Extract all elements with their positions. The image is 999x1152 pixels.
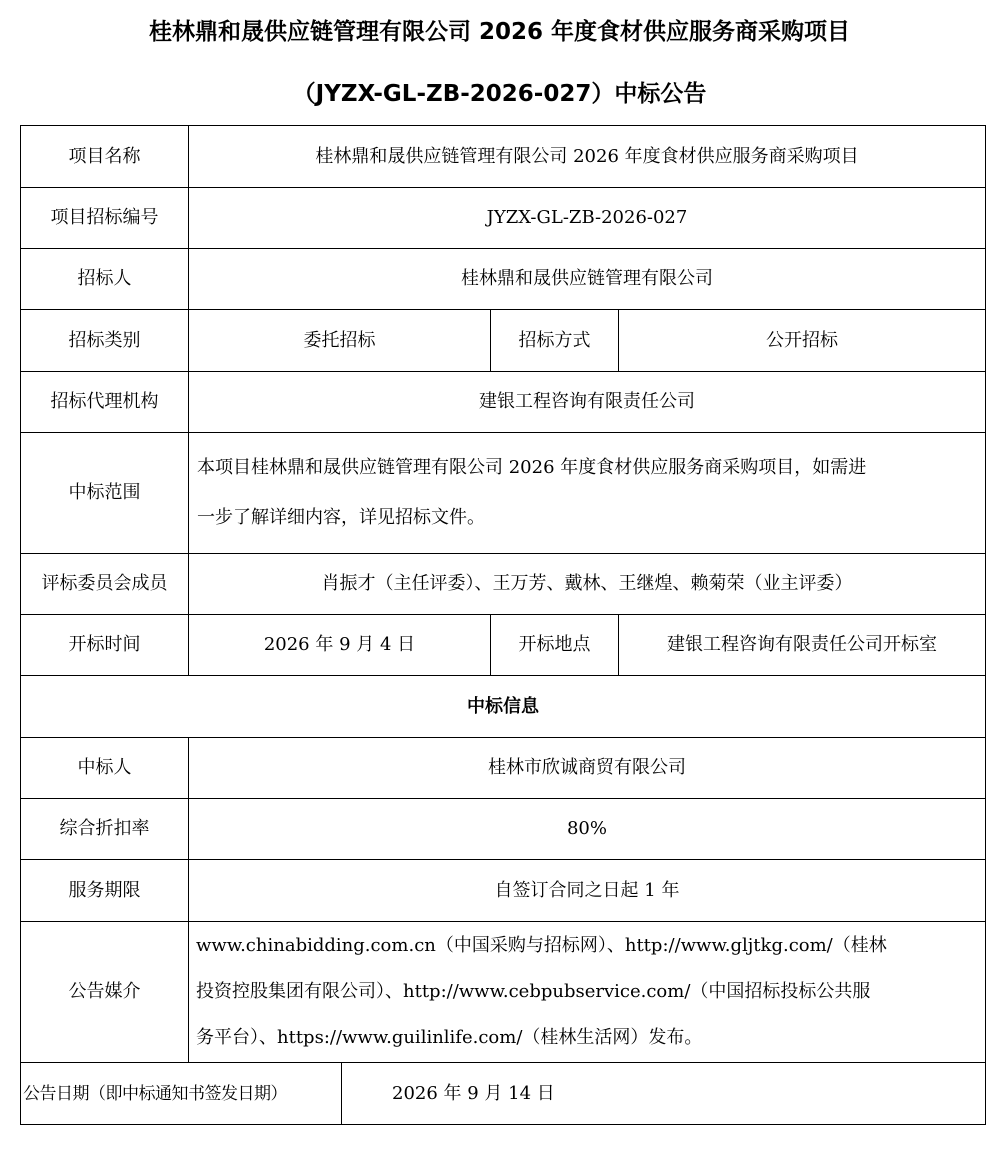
winner-value: 桂林市欣诚商贸有限公司 <box>488 757 686 778</box>
notice-date-label: 公告日期（即中标通知书签发日期） <box>23 1083 287 1104</box>
scope-value <box>189 433 985 553</box>
project-code-label: 项目招标编号 <box>50 207 159 228</box>
media-value <box>189 922 985 1062</box>
tender-method-value: 公开招标 <box>766 329 838 351</box>
tenderer-value: 桂林鼎和晟供应链管理有限公司 <box>461 268 713 289</box>
notice-date-value: 2026 年 9 月 14 日 <box>392 1082 555 1104</box>
committee-value: 肖振才（主任评委）、王万芳、戴林、王继煌、赖菊荣（业主评委） <box>321 573 853 594</box>
discount-label: 综合折扣率 <box>59 818 150 839</box>
committee-label: 评标委员会成员 <box>41 573 168 594</box>
title-line-2: （JYZX-GL-ZB-2026-027）中标公告 <box>292 81 707 107</box>
opening-time-value: 2026 年 9 月 4 日 <box>263 634 416 655</box>
section-award-info: 中标信息 <box>467 695 539 717</box>
media-line-1: www.chinabidding.com.cn（中国采购与招标网）、http://www.gljtkg.com/（桂林 <box>196 935 887 956</box>
agency-label: 招标代理机构 <box>50 391 159 412</box>
project-code-value: JYZX-GL-ZB-2026-027 <box>486 207 688 228</box>
opening-time-label: 开标时间 <box>68 634 141 655</box>
project-name-value: 桂林鼎和晟供应链管理有限公司 2026 年度食材供应服务商采购项目 <box>315 145 859 167</box>
tender-method-label: 招标方式 <box>518 329 591 351</box>
service-period-value: 自签订合同之日起 1 年 <box>494 879 680 901</box>
winner-label: 中标人 <box>77 757 132 778</box>
scope-label: 中标范围 <box>68 482 141 503</box>
tender-type-label: 招标类别 <box>68 329 141 351</box>
service-period-label: 服务期限 <box>68 879 141 901</box>
agency-value: 建银工程咨询有限责任公司 <box>479 391 695 412</box>
media-line-3: 务平台）、https://www.guilinlife.com/（桂林生活网）发布。 <box>196 1027 703 1048</box>
opening-place-label: 开标地点 <box>518 634 591 655</box>
tenderer-label: 招标人 <box>77 268 132 289</box>
title-line-1: 桂林鼎和晟供应链管理有限公司 2026 年度食材供应服务商采购项目 <box>148 19 851 45</box>
media-label: 公告媒介 <box>68 981 141 1002</box>
tender-type-value: 委托招标 <box>303 329 376 351</box>
opening-place-value: 建银工程咨询有限责任公司开标室 <box>667 634 937 655</box>
scope-line-1: 本项目桂林鼎和晟供应链管理有限公司 2026 年度食材供应服务商采购项目，如需进 <box>197 457 867 478</box>
project-name-label: 项目名称 <box>68 145 141 167</box>
discount-value: 80% <box>566 818 607 839</box>
media-line-2: 投资控股集团有限公司）、http://www.cebpubservice.com/（中国招标投标公共服 <box>196 981 871 1002</box>
scope-line-2: 一步了解详细内容，详见招标文件。 <box>197 507 485 528</box>
